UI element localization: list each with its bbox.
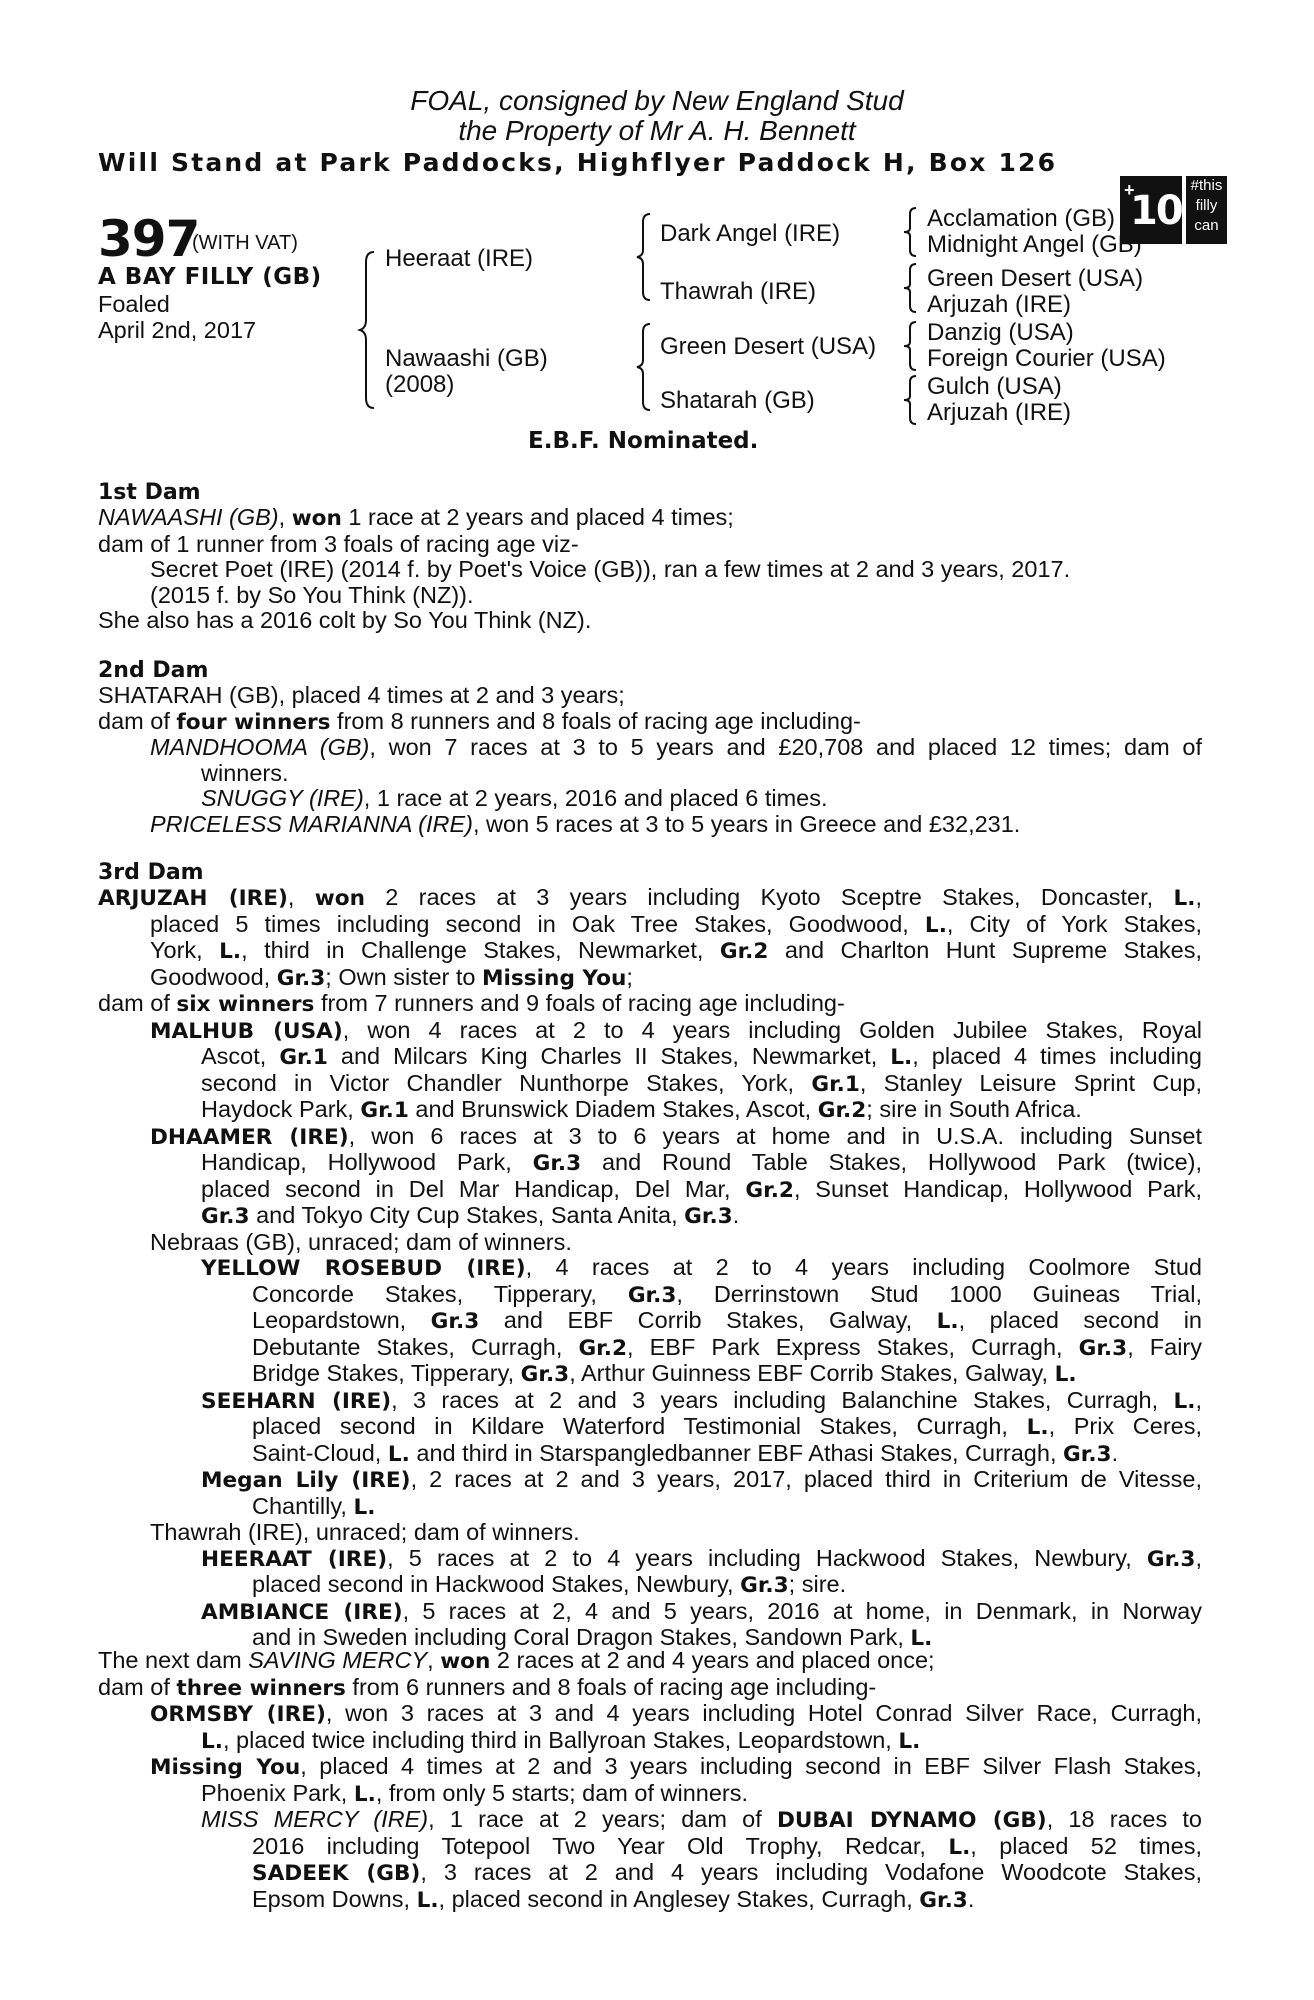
progeny-line: Thawrah (IRE), unraced; dam of winners. bbox=[150, 1519, 580, 1545]
dam: Nawaashi (GB) bbox=[385, 345, 548, 372]
text: and Round Table Stakes, Hollywood Park (twice), bbox=[581, 1149, 1202, 1175]
progeny-line bbox=[98, 1177, 1202, 1204]
text: York, bbox=[150, 937, 220, 963]
text: dam of bbox=[98, 1673, 177, 1700]
first-dam-heading: 1st Dam bbox=[98, 480, 201, 505]
text: Ascot, bbox=[201, 1043, 280, 1069]
group-bold: Gr.3 bbox=[430, 1309, 480, 1334]
won-bold: won bbox=[314, 886, 365, 911]
group-bold: Gr.3 bbox=[684, 1204, 733, 1229]
text: , won 3 races at 3 and 4 years including Hotel Conrad Silver Race, Curragh, bbox=[325, 1700, 1202, 1726]
progeny-name: DUBAI DYNAMO (GB) bbox=[776, 1808, 1047, 1833]
listed-bold: L. bbox=[910, 1626, 933, 1651]
progeny-name: Megan Lily (IRE) bbox=[201, 1468, 411, 1493]
text: , placed 52 times, bbox=[970, 1832, 1202, 1859]
dam-name: SAVING MERCY bbox=[248, 1647, 428, 1673]
text: ; sire in South Africa. bbox=[866, 1096, 1082, 1122]
text: , 18 races to bbox=[1046, 1806, 1202, 1832]
dam-name: NAWAASHI (GB) bbox=[98, 504, 279, 530]
text: The next dam bbox=[98, 1647, 249, 1673]
granddam-1: Midnight Angel (GB) bbox=[927, 231, 1142, 258]
text: Concorde Stakes, Tipperary, bbox=[252, 1280, 628, 1307]
text: , bbox=[1195, 1544, 1202, 1571]
text: . bbox=[967, 1885, 975, 1912]
g-brace-1 bbox=[902, 206, 922, 258]
text: placed second in Hackwood Stakes, Newbury, bbox=[252, 1571, 741, 1597]
ebf-nomination: E.B.F. Nominated. bbox=[528, 428, 759, 454]
grandsire-4: Gulch (USA) bbox=[927, 373, 1062, 400]
grand-progeny-line bbox=[98, 1807, 1202, 1834]
text: , 3 races at 2 and 3 years including Balanchine Stakes, Curragh, bbox=[391, 1386, 1174, 1413]
dam-year: (2008) bbox=[385, 371, 455, 398]
group-bold: Gr.2 bbox=[817, 1098, 867, 1123]
grand-progeny-line bbox=[98, 1572, 1202, 1599]
progeny-line: Nebraas (GB), unraced; dam of winners. bbox=[150, 1228, 572, 1255]
logo-word: #this bbox=[1190, 177, 1223, 194]
grand-progeny-line bbox=[98, 1361, 1202, 1388]
text: and Tokyo City Cup Stakes, Santa Anita, bbox=[249, 1202, 685, 1228]
progeny-name: AMBIANCE (IRE) bbox=[201, 1599, 403, 1625]
winners-bold: six winners bbox=[176, 992, 315, 1017]
listed-bold: L. bbox=[387, 1441, 410, 1467]
text: Epsom Downs, bbox=[252, 1885, 417, 1912]
progeny-name: HEERAAT (IRE) bbox=[201, 1546, 388, 1572]
hashtag-block bbox=[1186, 176, 1227, 244]
text: and Milcars King Charles II Stakes, Newmarket, bbox=[327, 1043, 891, 1069]
text: , Sunset Handicap, Hollywood Park, bbox=[793, 1175, 1202, 1202]
text: ; bbox=[626, 963, 633, 990]
listed-bold: L. bbox=[353, 1494, 376, 1520]
text: , won 4 races at 2 to 4 years including Golden Jubilee Stakes, Royal bbox=[342, 1016, 1202, 1043]
third-dam-line bbox=[98, 912, 1202, 939]
group-bold: Gr.1 bbox=[279, 1045, 328, 1070]
text: and in Sweden including Coral Dragon Stakes, Sandown Park, bbox=[252, 1624, 911, 1650]
text: Debutante Stakes, Curragh, bbox=[252, 1333, 579, 1360]
text: and third in Starspangledbanner EBF Athasi Stakes, Curragh, bbox=[409, 1439, 1064, 1466]
grand-progeny-line bbox=[98, 1441, 1202, 1468]
text: , City of York Stakes, bbox=[946, 910, 1202, 937]
text: , placed twice including third in Ballyroan Stakes, Leopardstown, bbox=[222, 1726, 899, 1753]
text: , 5 races at 2 to 4 years including Hackwood Stakes, Newbury, bbox=[387, 1544, 1147, 1571]
progeny-name: Missing You bbox=[150, 1755, 301, 1780]
grand-progeny-line bbox=[98, 1388, 1202, 1415]
won-bold: won bbox=[291, 506, 342, 531]
granddam-4: Arjuzah (IRE) bbox=[927, 399, 1072, 426]
second-dam-line: SHATARAH (GB), placed 4 times at 2 and 3 years; bbox=[98, 682, 625, 708]
grand-progeny-line bbox=[98, 1887, 1202, 1914]
text: 2 races at 3 years including Kyoto Sceptre Stakes, Doncaster, bbox=[364, 884, 1174, 910]
text: 2016 including Totepool Two Year Old Trophy, Redcar, bbox=[252, 1832, 949, 1859]
text: from 8 runners and 8 foals of racing age including- bbox=[330, 707, 861, 734]
group-bold: Gr.3 bbox=[520, 1362, 570, 1387]
grand-progeny-line bbox=[98, 1546, 1202, 1573]
listed-bold: L. bbox=[416, 1887, 439, 1913]
progeny-line bbox=[98, 1150, 1202, 1177]
grandsire-2: Green Desert (USA) bbox=[927, 265, 1144, 292]
group-bold: Gr.3 bbox=[919, 1887, 968, 1913]
third-dam-heading: 3rd Dam bbox=[98, 860, 204, 885]
group-bold: Gr.2 bbox=[745, 1177, 794, 1203]
winners-bold: three winners bbox=[176, 1675, 346, 1701]
text: Haydock Park, bbox=[201, 1096, 361, 1122]
text: and Charlton Hunt Supreme Stakes, bbox=[768, 937, 1202, 963]
text: . bbox=[1111, 1439, 1119, 1466]
g-brace-4 bbox=[902, 374, 922, 426]
group-bold: Gr.3 bbox=[1078, 1335, 1128, 1361]
third-dam-line bbox=[98, 885, 1202, 912]
text: , Fairy bbox=[1127, 1333, 1202, 1360]
progeny-name: MALHUB (USA) bbox=[150, 1018, 343, 1044]
next-dam-line bbox=[98, 1675, 1202, 1702]
text: 1 race at 2 years and placed 4 times; bbox=[341, 504, 734, 530]
progeny-name: DHAAMER (IRE) bbox=[150, 1124, 349, 1150]
text: Chantilly, bbox=[252, 1492, 354, 1519]
owner-line: the Property of Mr A. H. Bennett bbox=[458, 115, 856, 146]
next-dam-line bbox=[98, 1648, 1202, 1675]
listed-bold: L. bbox=[201, 1728, 223, 1754]
group-bold: Gr.3 bbox=[627, 1282, 677, 1308]
progeny-line bbox=[98, 786, 1202, 812]
sire-sire: Dark Angel (IRE) bbox=[660, 220, 841, 247]
logo-word: filly bbox=[1195, 197, 1218, 214]
grandsire-3: Danzig (USA) bbox=[927, 319, 1074, 346]
progeny-line bbox=[98, 812, 1202, 838]
progeny-line bbox=[98, 1071, 1202, 1098]
lot-number: 397 bbox=[98, 210, 200, 268]
listed-bold: L. bbox=[1173, 1388, 1196, 1414]
listed-bold: L. bbox=[924, 912, 947, 938]
group-bold: Gr.3 bbox=[532, 1151, 582, 1176]
third-dam-line bbox=[98, 938, 1202, 965]
text: 2 races at 2 and 4 years and placed once; bbox=[490, 1647, 935, 1673]
progeny-line bbox=[98, 735, 1202, 761]
progeny-name: SADEEK (GB) bbox=[252, 1861, 421, 1886]
text: Goodwood, bbox=[150, 963, 277, 990]
second-dam-line bbox=[98, 709, 1202, 736]
listed-bold: L. bbox=[353, 1781, 376, 1807]
listed-bold: L. bbox=[936, 1309, 959, 1334]
text: , third in Challenge Stakes, Newmarket, bbox=[241, 937, 720, 963]
text: , placed second in bbox=[958, 1307, 1202, 1333]
progeny-line bbox=[98, 1203, 1202, 1230]
listed-bold: L. bbox=[1026, 1415, 1049, 1440]
grand-progeny-line bbox=[98, 1860, 1202, 1887]
foaled-label: Foaled bbox=[98, 291, 170, 317]
text: , from only 5 starts; dam of winners. bbox=[375, 1779, 749, 1806]
group-bold: Gr.3 bbox=[1063, 1441, 1112, 1467]
text: , won 7 races at 3 to 5 years and £20,708 and placed 12 times; dam of bbox=[369, 734, 1202, 760]
grand-progeny-line bbox=[98, 1308, 1202, 1335]
produce-note: She also has a 2016 colt by So You Think (NZ). bbox=[98, 607, 592, 633]
granddam-2: Arjuzah (IRE) bbox=[927, 291, 1072, 318]
listed-bold: L. bbox=[1173, 886, 1196, 911]
listed-bold: L. bbox=[219, 939, 242, 964]
group-bold: Gr.3 bbox=[1146, 1546, 1196, 1572]
progeny-line bbox=[98, 1097, 1202, 1124]
text: , Derrinstown Stud 1000 Guineas Trial, bbox=[676, 1280, 1202, 1307]
text: , bbox=[427, 1647, 441, 1673]
text: . bbox=[732, 1202, 740, 1228]
progeny-line bbox=[98, 1781, 1202, 1808]
first-dam-line bbox=[98, 505, 1202, 532]
text: , bbox=[278, 504, 292, 530]
g-brace-3 bbox=[902, 320, 922, 372]
text: ; sire. bbox=[788, 1571, 847, 1597]
listed-bold: L. bbox=[948, 1834, 971, 1860]
progeny-line bbox=[98, 1728, 1202, 1755]
group-bold: Gr.1 bbox=[811, 1071, 860, 1097]
text: , bbox=[287, 884, 315, 910]
sire-brace bbox=[636, 212, 654, 302]
grand-progeny-line bbox=[98, 1467, 1202, 1494]
text: ; Own sister to bbox=[325, 963, 483, 990]
progeny-line: winners. bbox=[201, 759, 289, 786]
grand-progeny-line bbox=[98, 1414, 1202, 1441]
text: , 3 races at 2 and 4 years including Vodafone Woodcote Stakes, bbox=[420, 1859, 1202, 1885]
logo-number: 10 bbox=[1130, 188, 1182, 234]
grand-progeny-line bbox=[98, 1335, 1202, 1362]
grand-progeny-line bbox=[98, 1834, 1202, 1861]
listed-bold: L. bbox=[1054, 1362, 1077, 1387]
text: , Stanley Leisure Sprint Cup, bbox=[859, 1069, 1202, 1096]
pedigree-brace bbox=[360, 250, 380, 410]
text: , bbox=[1195, 1386, 1203, 1413]
produce-record: Secret Poet (IRE) (2014 f. by Poet's Voice (GB)), ran a few times at 2 and 3 years, 2017. bbox=[150, 556, 1071, 582]
group-bold: Gr.1 bbox=[360, 1098, 409, 1123]
granddam-3: Foreign Courier (USA) bbox=[927, 345, 1166, 372]
won-bold: won bbox=[440, 1649, 491, 1674]
group-bold: Gr.2 bbox=[719, 939, 769, 964]
text: placed second in Del Mar Handicap, Del Mar, bbox=[201, 1175, 746, 1202]
text: , bbox=[1195, 884, 1202, 910]
text: dam of bbox=[98, 707, 177, 734]
listed-bold: L. bbox=[898, 1728, 921, 1754]
text: , Prix Ceres, bbox=[1048, 1413, 1202, 1439]
text: , won 6 races at 3 to 6 years at home and in U.S.A. including Sunset bbox=[348, 1122, 1203, 1149]
text: , 5 races at 2, 4 and 5 years, 2016 at home, in Denmark, in Norway bbox=[402, 1597, 1202, 1624]
second-dam-heading: 2nd Dam bbox=[98, 658, 209, 683]
progeny-line bbox=[98, 1044, 1202, 1071]
grandsire-1: Acclamation (GB) bbox=[927, 205, 1116, 232]
grand-progeny-line bbox=[98, 1494, 1202, 1521]
progeny-name: ORMSBY (IRE) bbox=[150, 1702, 326, 1727]
text: second in Victor Chandler Nunthorpe Stakes, York, bbox=[201, 1069, 812, 1096]
dam-name: ARJUZAH (IRE) bbox=[98, 886, 288, 911]
third-dam-line bbox=[98, 965, 1202, 992]
group-bold: Gr.3 bbox=[740, 1573, 789, 1598]
winners-bold: four winners bbox=[176, 709, 331, 735]
text: and Brunswick Diadem Stakes, Ascot, bbox=[408, 1096, 818, 1122]
text: , Arthur Guinness EBF Corrib Stakes, Galway, bbox=[569, 1360, 1055, 1386]
progeny-name: MISS MERCY (IRE) bbox=[201, 1806, 429, 1832]
progeny-line bbox=[98, 1754, 1202, 1781]
text: , 1 race at 2 years, 2016 and placed 6 times. bbox=[363, 785, 828, 811]
listed-bold: L. bbox=[890, 1045, 913, 1070]
text: , 2 races at 2 and 3 years, 2017, placed third in Criterium de Vitesse, bbox=[410, 1466, 1202, 1492]
text: Leopardstown, bbox=[252, 1307, 431, 1333]
text: , placed second in Anglesey Stakes, Curragh, bbox=[438, 1885, 920, 1912]
first-dam-section bbox=[98, 505, 1202, 634]
progeny-name: SEEHARN (IRE) bbox=[201, 1388, 392, 1414]
grand-progeny-line bbox=[98, 1599, 1202, 1626]
dam-sire: Green Desert (USA) bbox=[660, 333, 877, 360]
sire: Heeraat (IRE) bbox=[385, 245, 534, 272]
text: and EBF Corrib Stakes, Galway, bbox=[479, 1307, 937, 1333]
text: , placed 4 times at 2 and 3 years including second in EBF Silver Flash Stakes, bbox=[300, 1753, 1202, 1779]
progeny-name: YELLOW ROSEBUD (IRE) bbox=[201, 1256, 526, 1281]
progeny-line bbox=[98, 1018, 1202, 1045]
progeny-name: PRICELESS MARIANNA (IRE) bbox=[150, 810, 473, 837]
grand-progeny-line bbox=[98, 1282, 1202, 1309]
horse-description: A BAY FILLY (GB) bbox=[98, 264, 322, 290]
text: Handicap, Hollywood Park, bbox=[201, 1149, 533, 1175]
third-dam-line bbox=[98, 991, 1202, 1018]
logo-plus: + bbox=[1124, 180, 1135, 200]
foaled-date: April 2nd, 2017 bbox=[98, 317, 257, 343]
consignor-line: FOAL, consigned by New England Stud bbox=[410, 85, 904, 116]
vat-note: (WITH VAT) bbox=[192, 232, 298, 254]
text: from 7 runners and 9 foals of racing age including- bbox=[314, 990, 845, 1016]
second-dam-section bbox=[98, 683, 1202, 837]
text: , 4 races at 2 to 4 years including Coolmore Stud bbox=[525, 1254, 1202, 1280]
g-brace-2 bbox=[902, 262, 922, 314]
progeny-name: SNUGGY (IRE) bbox=[201, 785, 364, 811]
progeny-name: MANDHOOMA (GB) bbox=[150, 734, 370, 760]
group-bold: Gr.3 bbox=[201, 1204, 250, 1229]
text: , EBF Park Express Stakes, Curragh, bbox=[627, 1333, 1079, 1360]
grand-progeny-line bbox=[98, 1255, 1202, 1282]
progeny-line bbox=[98, 1701, 1202, 1728]
progeny-line bbox=[98, 1124, 1202, 1151]
text: , 1 race at 2 years; dam of bbox=[428, 1806, 777, 1832]
group-bold: Gr.2 bbox=[578, 1335, 627, 1361]
text: from 6 runners and 8 foals of racing age including- bbox=[345, 1673, 877, 1700]
text: placed second in Kildare Waterford Testimonial Stakes, Curragh, bbox=[252, 1413, 1027, 1439]
text: Saint-Cloud, bbox=[252, 1439, 388, 1466]
text: Bridge Stakes, Tipperary, bbox=[252, 1360, 521, 1386]
first-dam-line: dam of 1 runner from 3 foals of racing age viz- bbox=[98, 530, 579, 557]
logo-word: can bbox=[1194, 217, 1219, 234]
stand-location: Will Stand at Park Paddocks, Highflyer Paddock H, Box 126 bbox=[98, 148, 1058, 177]
group-bold: Gr.3 bbox=[276, 965, 326, 991]
text: , won 5 races at 3 to 5 years in Greece and £32,231. bbox=[472, 810, 1021, 837]
text: placed 5 times including second in Oak Tree Stakes, Goodwood, bbox=[150, 910, 925, 937]
text: Phoenix Park, bbox=[201, 1779, 354, 1806]
next-dam-section bbox=[98, 1648, 1202, 1913]
produce-record: (2015 f. by So You Think (NZ)). bbox=[150, 581, 474, 608]
dam-dam: Shatarah (GB) bbox=[660, 387, 815, 414]
third-dam-section bbox=[98, 885, 1202, 1652]
sire-dam: Thawrah (IRE) bbox=[660, 278, 817, 305]
text: dam of bbox=[98, 990, 177, 1016]
text: , placed 4 times including bbox=[912, 1043, 1203, 1069]
sister-name: Missing You bbox=[482, 965, 627, 991]
dam-brace bbox=[636, 322, 654, 412]
